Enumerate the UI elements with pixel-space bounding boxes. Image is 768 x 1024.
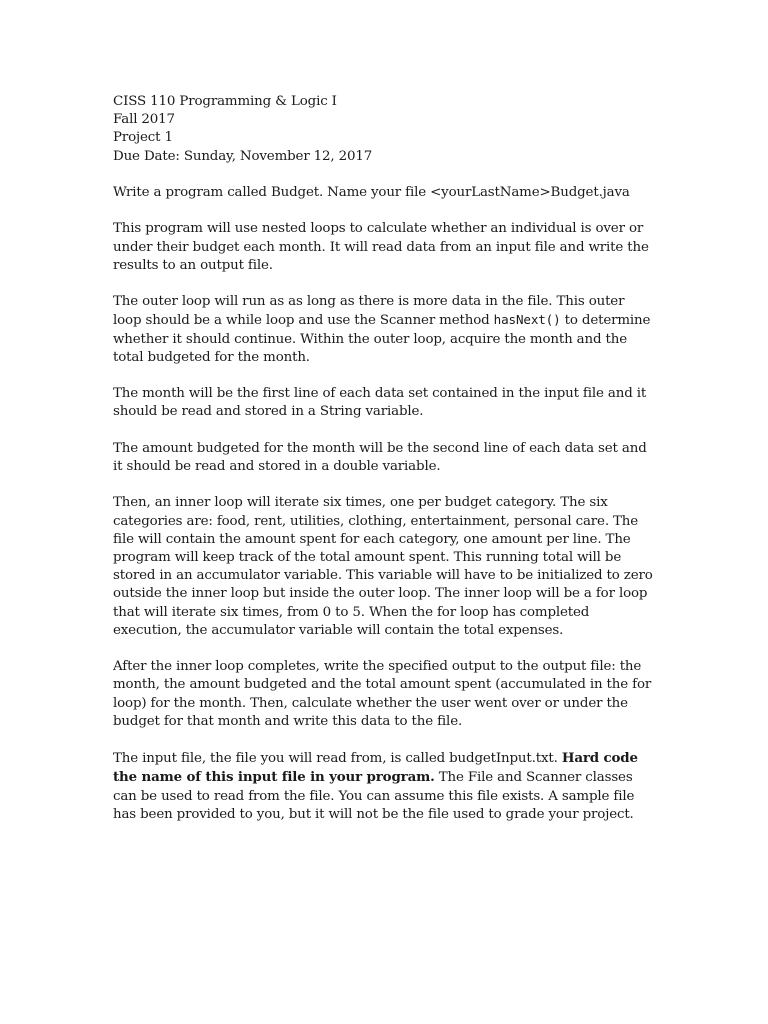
paragraph-outer-loop-part1: The outer loop will run as as long as there is more data in the file. This outer loop should be a while loop and use the Scanner method bbox=[113, 294, 625, 329]
paragraph-inner-loop: Then, an inner loop will iterate six times, one per budget category. The six categories are: food, rent, utilities, clothing, entertainment, personal care. The file will contain the amount spent for each category, one amount per line. The program will keep track of the total amount spent. This running total will be stored in an accumulator variable. This variable will have to be initialized to zero outside the inner loop but inside the outer loop. The inner loop will be a for loop that will iterate six times, from 0 to 5. When the for loop has completed execution, the accumulator variable will contain the total expenses. bbox=[113, 495, 653, 638]
paragraph-input-file-part1: The input file, the file you will read from, is called budgetInput.txt. bbox=[113, 751, 562, 767]
intro-paragraph: Write a program called Budget. Name your file <yourLastName>Budget.java bbox=[113, 185, 630, 200]
document-page bbox=[113, 93, 653, 842]
document-header bbox=[113, 93, 653, 166]
hard-code-instruction: Hard code the name of this input file in your program. bbox=[113, 750, 638, 786]
paragraph-amount: The amount budgeted for the month will be the second line of each data set and it should be read and stored in a double variable. bbox=[113, 440, 647, 474]
paragraph-outer-loop-part2: to determine whether it should continue. Within the outer loop, acquire the month and the total budgeted for the month. bbox=[113, 313, 651, 365]
course-title: CISS 110 Programming & Logic I bbox=[113, 94, 337, 109]
due-date: Due Date: Sunday, November 12, 2017 bbox=[113, 148, 373, 164]
paragraph-output: After the inner loop completes, write the specified output to the output file: the month, the amount budgeted and the total amount spent (accumulated in the for loop) for the month. Then, calculate whether the user went over or under the budget for that month and write this data to the file. bbox=[113, 659, 652, 729]
project-title: Project 1 bbox=[113, 130, 173, 146]
paragraph-overview: This program will use nested loops to calculate whether an individual is over or under their budget each month. It will read data from an input file and write the results to an output file. bbox=[113, 221, 649, 273]
hasnext-code: hasNext() bbox=[493, 312, 561, 328]
paragraph-input-file bbox=[113, 749, 653, 824]
paragraph-outer-loop bbox=[113, 293, 653, 367]
paragraph-month: The month will be the first line of each data set contained in the input file and it should be read and stored in a String variable. bbox=[113, 386, 647, 420]
paragraph-input-file-part2: The File and Scanner classes can be used to read from the file. You can assume this file exists. A sample file has been provided to you, but it will not be the file used to grade your project. bbox=[113, 770, 635, 822]
term: Fall 2017 bbox=[113, 112, 175, 128]
